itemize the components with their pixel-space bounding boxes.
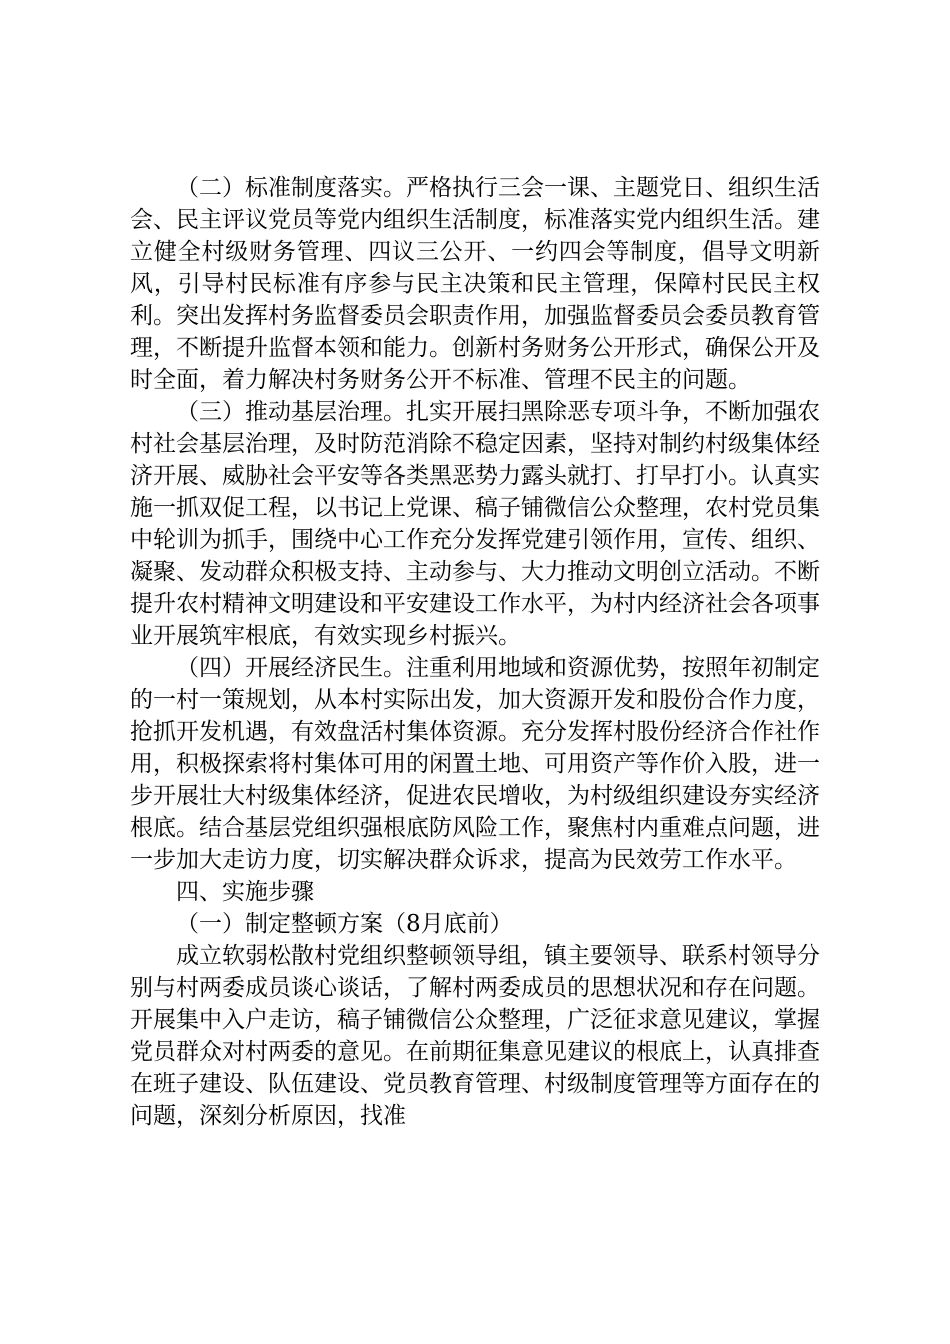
- document-page: [130, 172, 820, 1132]
- paragraph-economy-livelihood: （四）开展经济民生。注重利用地域和资源优势，按照年初制定的一村一策规划，从本村实际出发，加大资源开发和股份合作力度，抢抓开发机遇，有效盘活村集体资源。充分发挥村股份经济合作社作用，积极探索将村集体可用的闲置土地、可用资产等作价入股，进一步开展壮大村级集体经济，促进农民增收，为村级组织建设夯实经济根底。结合基层党组织强根底防风险工作，聚焦村内重难点问题，进一步加大走访力度，切实解决群众诉求，提高为民效劳工作水平。: [130, 655, 820, 873]
- sub-heading: （一）制定整顿方案（8月底前）: [176, 911, 513, 937]
- paragraph-grassroots-governance: （三）推动基层治理。扎实开展扫黑除恶专项斗争，不断加强农村社会基层治理，及时防范消除不稳定因素，坚持对制约村级集体经济开展、威胁社会平安等各类黑恶势力露头就打、打早打小。认真实施一抓双促工程，以书记上党课、稿子铺微信公众整理，农村党员集中轮训为抓手，围绕中心工作充分发挥党建引领作用，宣传、组织、凝聚、发动群众积极支持、主动参与、大力推动文明创立活动。不断提升农村精神文明建设和平安建设工作水平，为村内经济社会各项事业开展筑牢根底，有效实现乡村振兴。: [130, 399, 820, 649]
- paragraph-standard-system: （二）标准制度落实。严格执行三会一课、主题党日、组织生活会、民主评议党员等党内组织生活制度，标准落实党内组织生活。建立健全村级财务管理、四议三公开、一约四会等制度，倡导文明新风，引导村民标准有序参与民主决策和民主管理，保障村民民主权利。突出发挥村务监督委员会职责作用，加强监督委员会委员教育管理，不断提升监督本领和能力。创新村务财务公开形式，确保公开及时全面，着力解决村务财务公开不标准、管理不民主的问题。: [130, 175, 820, 393]
- section-heading: 四、实施步骤: [176, 879, 314, 905]
- paragraph-rectification-plan: 成立软弱松散村党组织整顿领导组，镇主要领导、联系村领导分别与村两委成员谈心谈话，了解村两委成员的思想状况和存在问题。开展集中入户走访，稿子铺微信公众整理，广泛征求意见建议，掌握党员群众对村两委的意见。在前期征集意见建议的根底上，认真排查在班子建设、队伍建设、党员教育管理、村级制度管理等方面存在的问题，深刻分析原因，找准: [130, 943, 820, 1129]
